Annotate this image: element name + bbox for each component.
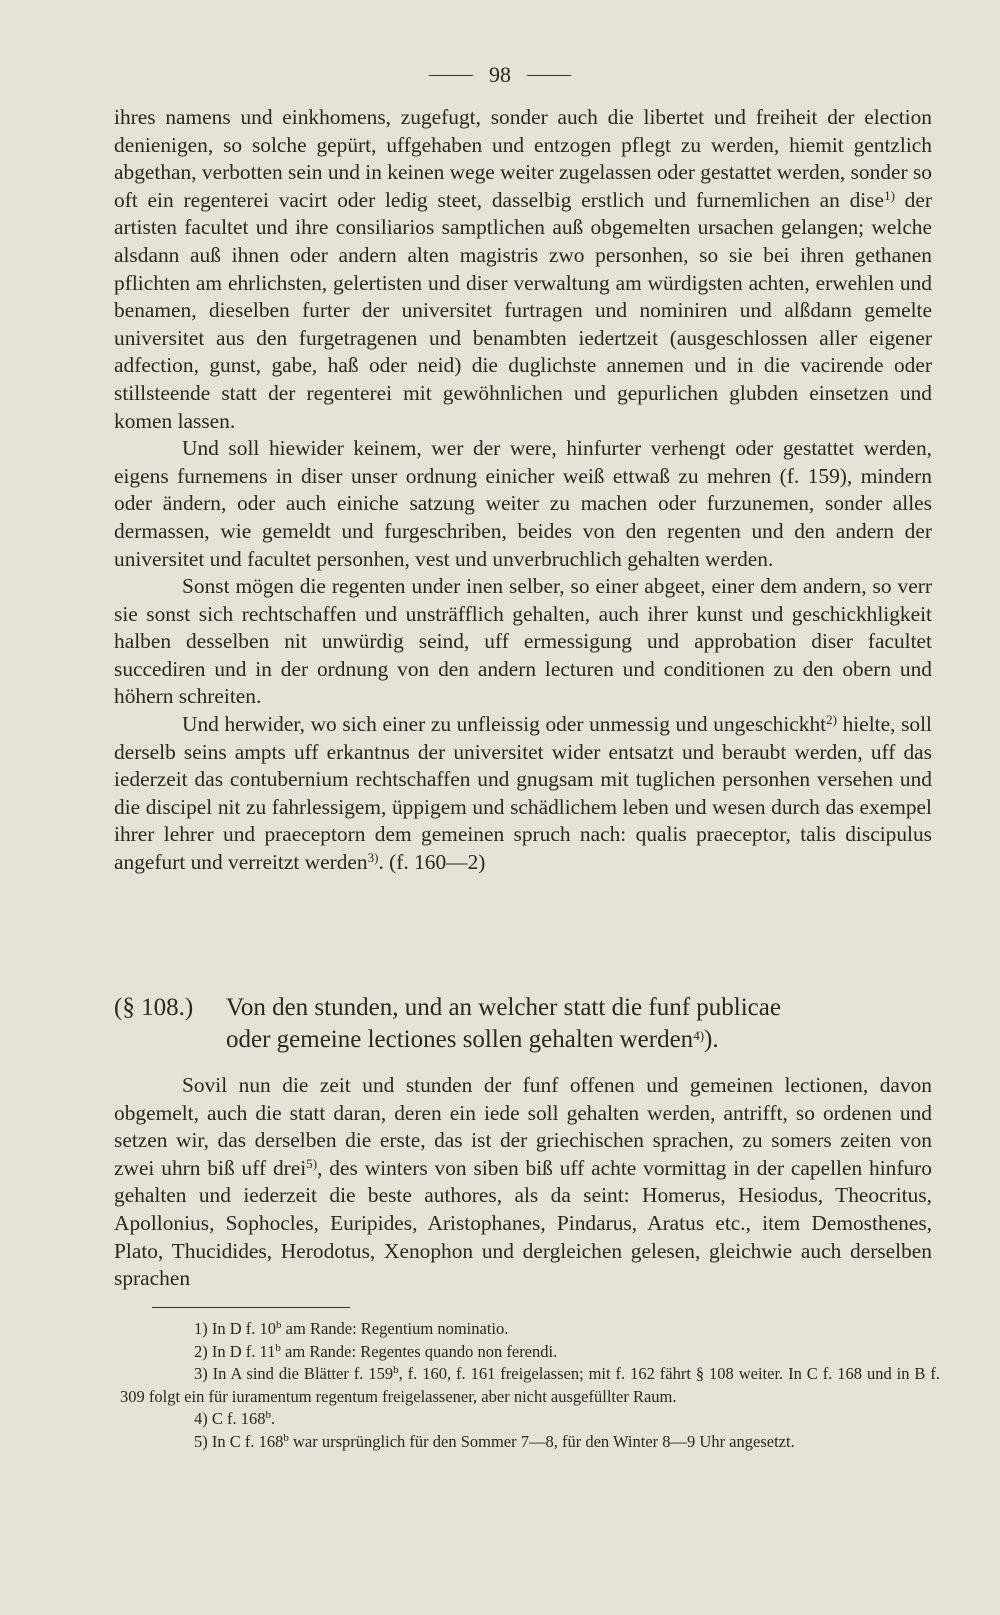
page-header: [0, 62, 1000, 88]
footnote-divider: [152, 1307, 350, 1308]
main-text: [114, 104, 932, 877]
paragraph-2: Und soll hiewider keinem, wer der were, hinfurter verhengt oder gestattet werden, eigens furnemens in diser unser ordnung einicher weiß ettwaß zu mehren (f. 159), mindern oder ändern, oder auch einiche satzung weiter zu machen oder furzunemen, sonder alles dermassen, wie gemeldt und furgeschriben, beides von den regenten und den andern der universitet und facultet personhen, vest und unverbruchlich gehalten werden.: [114, 436, 932, 571]
footnote-5-text-b: war ursprünglich für den Sommer 7—8, für den Winter 8—9 Uhr angesetzt.: [288, 1431, 795, 1451]
paragraph-4-part-a: Und herwider, wo sich einer zu unfleissig oder unmessig und ungeschickht: [182, 712, 827, 737]
footnote-5-text-a: 5) In C f. 168: [194, 1431, 284, 1451]
footnote-4-sup: b: [265, 1409, 271, 1421]
section-heading-line-1: [114, 992, 934, 1024]
footnote-ref-4: 4): [693, 1028, 705, 1043]
footnote-4: [120, 1408, 940, 1431]
footnote-3-sup: b: [393, 1364, 399, 1376]
paragraph-1-part-b: der artisten facultet und ihre consiliarios samptlichen auß obgemelten ursachen gelangen; welche alsdann auß ihnen oder andern alten magistris zwo personhen, so sie bei ihren gethanen pflichten am ehrlichsten, gelertisten und diser verwaltung am würdigsten achten, erwehlen und benamen, dieselben furter der universitet furtragen und nominiren und alßdann gemelte universitet aus den furgetragenen und benambten iedertzeit (ausgeschlossen aller eigener adfection, gunst, gabe, haß oder neid) die duglichste annemen und in die vacirende oder stillsteende statt der regenterei mit gewöhnlichen und gepurlichen glubden einsetzen und komen lassen.: [114, 187, 932, 433]
footnote-1-sup: b: [276, 1319, 282, 1331]
footnote-5: [120, 1431, 940, 1454]
section-title-end: ).: [704, 1026, 719, 1053]
footnote-1-text-a: 1) In D f. 10: [194, 1319, 277, 1338]
section-title-line-1: Von den stunden, und an welcher statt die funf publicae: [226, 994, 781, 1021]
footnote-4-text-a: 4) C f. 168: [194, 1409, 266, 1428]
header-dash-left: [429, 75, 473, 76]
footnote-2-sup: b: [275, 1341, 281, 1354]
section-paragraph-part-a: Sovil nun die zeit und stunden der funf offenen und gemeinen lectionen, davon obgemelt, auch die statt daran, deren ein iede soll gehalten werden, antrifft, so ordenen und setzen wir, das derselben die erste, das ist der griechischen sprachen, zu somers zeiten von zwei uhrn biß uff drei: [114, 1073, 932, 1180]
page-number: 98: [489, 62, 511, 87]
footnote-1: [120, 1318, 940, 1341]
footnote-2-text-a: 2) In D f. 11: [194, 1341, 276, 1361]
paragraph-4: [114, 711, 932, 877]
footnote-ref-1: 1): [884, 187, 895, 203]
footnote-ref-5: 5): [306, 1155, 318, 1171]
footnote-2: [120, 1341, 940, 1364]
footnote-3-text-a: 3) In A sind die Blätter f. 159: [194, 1364, 394, 1383]
footnote-ref-2: 2): [826, 712, 837, 728]
footnote-ref-3: 3): [367, 850, 379, 866]
section-paragraph-part-b: , des winters von siben biß uff achte vormittag in der capellen hinfuro gehalten und iederzeit die beste authores, als da seint: Homerus, Hesiodus, Theocritus, Apollonius, Sophocles, Euripides, Aristophanes, Pindarus, Aratus etc., item Demosthenes, Plato, Thucidides, Herodotus, Xenophon und dergleichen gelesen, gleichwie auch derselben sprachen: [114, 1155, 932, 1291]
section-text: [114, 1072, 932, 1293]
footnote-2-text-b: am Rande: Regentes quando non ferendi.: [280, 1341, 558, 1361]
footnotes: [120, 1318, 940, 1453]
footnote-3-text-b: , f. 160, f. 161 freigelassen; mit f. 162 fährt § 108 weiter. In C f. 168 und in B f. 309 folgt ein für iuramentum regentum freigelassener, aber nicht ausgefüllter Raum.: [120, 1364, 940, 1406]
section-number: (§ 108.): [114, 994, 194, 1021]
paragraph-1-part-a: ihres namens und einkhomens, zugefugt, sonder auch die libertet und freiheit der election denienigen, so solche gepürt, uffgehaben und entzogen pflegt zu werden, hiemit gentzlich abgethan, verbotten sein und in keinen wege weiter zugelassen oder gestattet werden, sonder so oft ein regenterei vacirt oder ledig steet, dasselbig erstlich und furnemlichen an dise: [114, 105, 932, 212]
footnote-5-sup: b: [283, 1431, 289, 1444]
section-heading-line-2: [114, 1024, 934, 1056]
section-paragraph: [114, 1072, 932, 1293]
footnote-3: [120, 1363, 940, 1408]
header-dash-right: [527, 75, 571, 76]
footnote-1-text-b: am Rande: Regentium nominatio.: [281, 1319, 509, 1338]
paragraph-4-part-b: hielte, soll derselb seins ampts uff erkantnus der universitet wider entsatzt und beraubt werden, uff das iederzeit das contubernium rechtschaffen und gnugsam mit tuglichen personhen versehen und die discipel nit zu fahrlessigem, üppigem und schädlichem leben und wesen durch das exempel ihrer lehrer und praeceptorn dem gemeinen spruch nach: qualis praeceptor, talis discipulus angefurt und verreitzt werden: [114, 712, 932, 875]
paragraph-4-part-c: . (f. 160—2): [378, 850, 486, 875]
paragraph-3: Sonst mögen die regenten under inen selber, so einer abgeet, einer dem andern, so verr sie sonst sich rechtschaffen und unsträfflich gehalten, auch ihrer kunst und geschickhligkeit halben desselben nit unwürdig seind, uff ermessigung und approbation diser facultet succediren und in der ordnung von den andern lecturen und conditionen zu den obern und höhern schreiten.: [114, 574, 932, 709]
section-heading: [114, 992, 934, 1056]
section-title-line-2: oder gemeine lectiones sollen gehalten werden: [226, 1026, 694, 1053]
paragraph-1: [114, 104, 932, 435]
footnote-4-text-b: .: [271, 1409, 276, 1428]
